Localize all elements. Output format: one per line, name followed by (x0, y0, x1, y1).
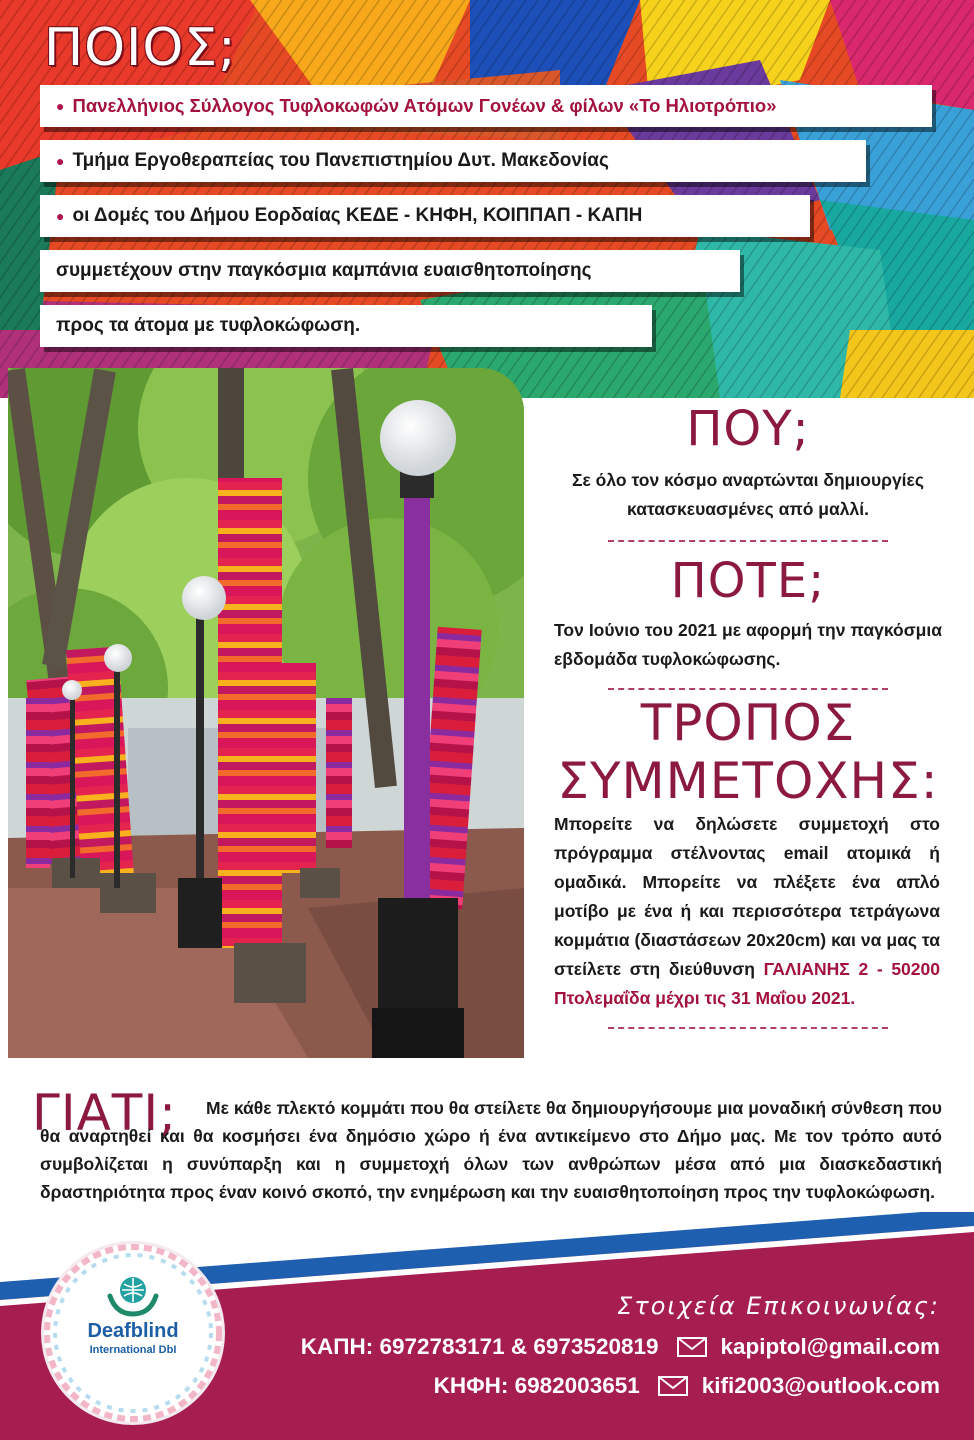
how-title-line2: ΣΥΜΜΕΤΟΧΗΣ: (557, 752, 939, 810)
who-item-municipality (40, 195, 810, 237)
kifi-phone: ΚΗΦΗ: 6982003651 (433, 1373, 640, 1398)
who-title: ΠΟΙΟΣ; (44, 18, 237, 78)
kapi-phones: ΚΑΠΗ: 6972783171 & 6973520819 (300, 1334, 659, 1359)
mail-icon (658, 1376, 688, 1396)
bullet-icon: ● (56, 98, 65, 114)
when-text: Τον Ιούνιο του 2021 με αφορμή την παγκόσμια εβδομάδα τυφλοκώφωσης. (554, 620, 942, 669)
why-text (40, 1094, 942, 1206)
who-item-label: Τμήμα Εργοθεραπείας του Πανεπιστημίου Δυτ. Μακεδονίας (72, 150, 609, 171)
how-text (548, 810, 948, 1013)
bullet-icon: ● (56, 208, 65, 224)
divider (608, 1027, 888, 1029)
yarn-bombed-trees-image (8, 368, 524, 1058)
contact-kifi (434, 1373, 940, 1399)
who-line-deafblind (40, 305, 652, 347)
why-text-body: Με κάθε πλεκτό κομμάτι που θα στείλετε θα δημιουργήσουμε μια μοναδική σύνθεση που θα αναρτηθεί και θα κοσμήσει ένα δημόσιο χώρο ή ένα αντικείμενο στο Δήμο μας. Με τον τρόπο αυτό συμβολίζεται η συνύπαρξη και η συμμετοχή όλων των ανθρώπων μέσα από μια διασκεδαστική δραστηριότητα προς έναν κοινό σκοπό, την ενημέρωση και την ευαισθητοποίηση προς την τυφλοκώφωση. (40, 1098, 942, 1202)
who-item-university (40, 140, 866, 182)
who-item-heliotrope (40, 85, 932, 127)
contact-title: Στοιχεία Επικοινωνίας: (617, 1292, 940, 1320)
deafblind-international-logo (44, 1244, 222, 1422)
bullet-icon: ● (56, 153, 65, 169)
logo-subtitle: International DbI (89, 1344, 177, 1356)
who-line-text: προς τα άτομα με τυφλοκώφωση. (56, 315, 361, 336)
who-item-label: οι Δομές του Δήμου Εορδαίας ΚΕΔΕ - ΚΗΦΗ, ΚΟΙΠΠΑΠ - ΚΑΠΗ (72, 205, 643, 226)
contact-kapi (301, 1334, 940, 1360)
globe-hands-icon (110, 1277, 156, 1314)
kifi-email[interactable]: kifi2003@outlook.com (701, 1373, 940, 1398)
who-item-label: Πανελλήνιος Σύλλογος Τυφλοκωφών Ατόμων Γονέων & φίλων «Το Ηλιοτρόπιο» (72, 95, 777, 116)
yarn-trees-photo (8, 368, 524, 1058)
where-text: Σε όλο τον κόσμο αναρτώνται δημιουργίες κατασκευασμένες από μαλλί. (572, 470, 924, 519)
who-line-text: συμμετέχουν στην παγκόσμια καμπάνια ευαισθητοποίησης (56, 260, 592, 281)
mail-icon (677, 1337, 707, 1357)
kapi-email[interactable]: kapiptol@gmail.com (720, 1334, 940, 1359)
who-line-participate (40, 250, 740, 292)
how-text-body: Μπορείτε να δηλώσετε συμμετοχή στο πρόγραμμα στέλνοντας email ατομικά ή ομαδικά. Μπορείτε να πλέξετε ένα απλό μοτίβο με ένα ή και περισσότερα τετράγωνα κομμάτια (διαστάσεων 20x20cm) και να μας τα στείλετε στη διεύθυνση (554, 814, 940, 979)
divider (608, 688, 888, 690)
why-title: ΓΙΑΤΙ; (32, 1084, 177, 1142)
divider (608, 540, 888, 542)
where-title: ΠΟΥ; (686, 401, 810, 457)
info-column (548, 400, 948, 1029)
when-title: ΠΟΤΕ; (670, 553, 826, 609)
logo-name: Deafblind (87, 1320, 179, 1342)
how-address: ΓΑΛΙΑΝΗΣ 2 - 50200 Πτολεμαΐδα μέχρι τις 31 Μαΐου 2021. (554, 959, 940, 1008)
how-title-line1: ΤΡΟΠΟΣ (640, 694, 856, 752)
